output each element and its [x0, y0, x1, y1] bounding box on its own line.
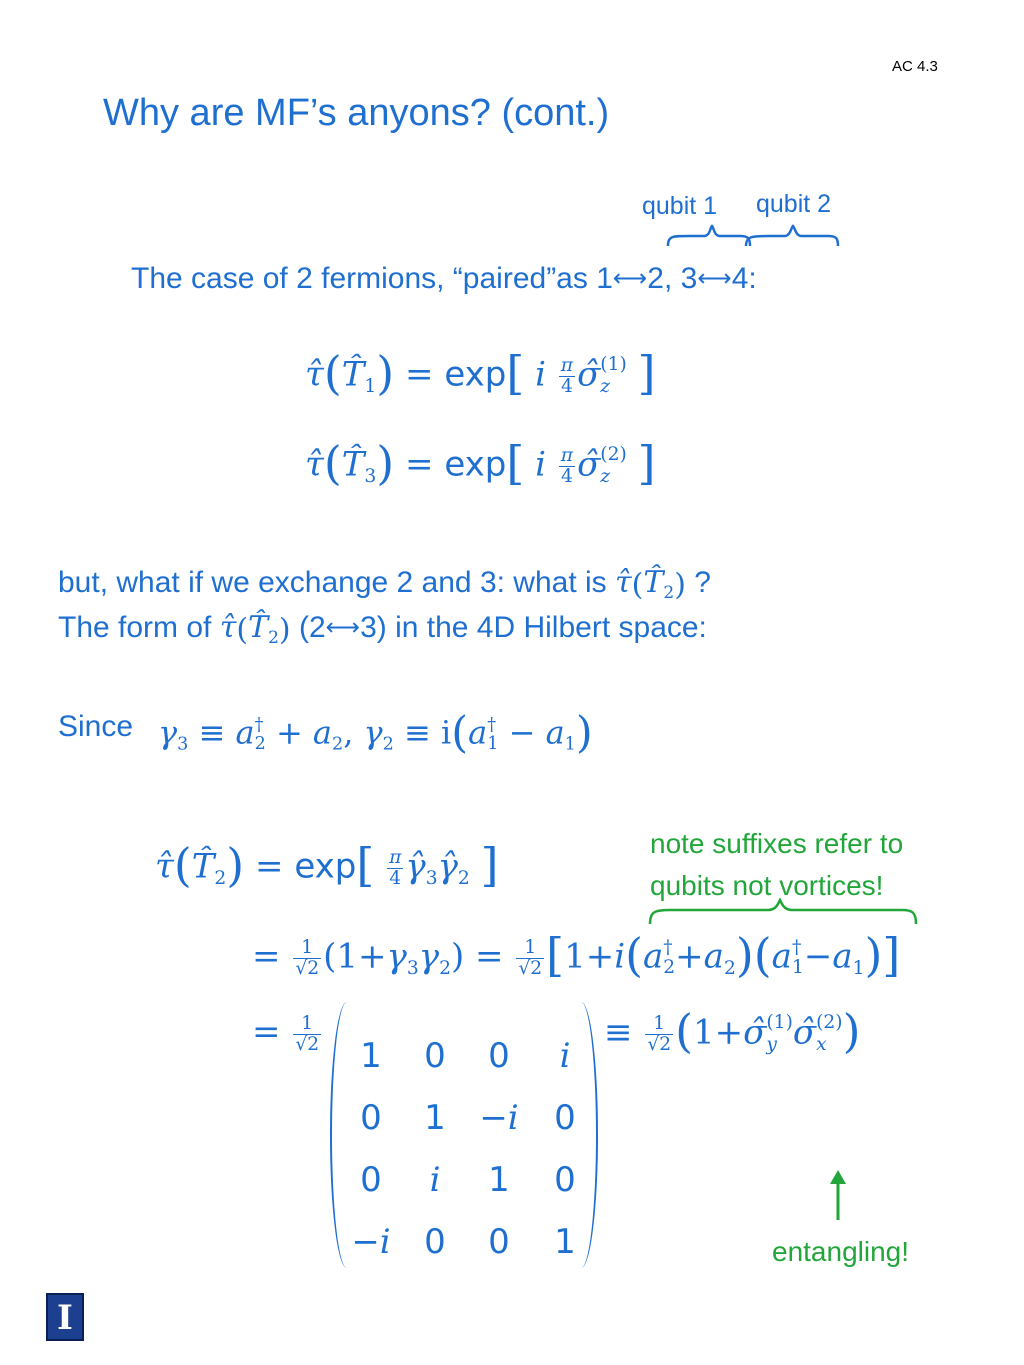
- equation-tau-T2-exp: $\taû(T̂_2) = \exp$[ $\frac{\pi}{4}$ $\gammâ_3\gammâ_2$ ]: [155, 838, 499, 892]
- question-line: but, what if we exchange 2 and 3: what is $\taû(T̂_2)$ ?: [58, 565, 711, 603]
- matrix-cell: 0: [360, 1160, 382, 1200]
- double-arrow-icon: ⟷: [612, 265, 648, 292]
- note-line-1: note suffixes refer to: [650, 828, 904, 859]
- university-logo: I: [46, 1293, 84, 1341]
- case-prefix: The case of 2 fermions, “paired”as 1: [131, 262, 613, 295]
- equation-sigma-product: ≡ $\frac{1}{√2}$ (1+σ̂ (1) y σ̂ (2) x ): [604, 1004, 861, 1058]
- entangling-label: entangling!: [772, 1236, 910, 1267]
- matrix-cell: 0: [424, 1036, 446, 1076]
- matrix-cell: 0: [424, 1222, 446, 1262]
- matrix-cell: −i: [351, 1222, 391, 1262]
- matrix-cell: −i: [479, 1098, 519, 1138]
- double-arrow-icon: ⟷: [325, 614, 361, 641]
- slide-label: AC 4.3: [892, 58, 938, 75]
- matrix-prefactor: = $\frac{1}{√2}$: [252, 1012, 320, 1055]
- matrix-cell: 1: [554, 1222, 576, 1262]
- up-arrow-icon: [826, 1168, 850, 1224]
- matrix-cell: 0: [360, 1098, 382, 1138]
- note-line-2: qubits not vortices!: [650, 870, 884, 901]
- matrix-cell: 0: [554, 1160, 576, 1200]
- matrix-cell: 0: [554, 1098, 576, 1138]
- case-end: 4:: [731, 262, 757, 295]
- equation-tau-T1: $\taû(T̂_1) = \exp$[ i $\frac{\pi}{4}$ σ̂ (1) z ]: [305, 346, 656, 400]
- qubit1-label: qubit 1: [642, 192, 718, 220]
- case-line: [131, 262, 757, 296]
- qubit2-label: qubit 2: [756, 190, 832, 218]
- exchange-matrix: [330, 1002, 598, 1268]
- matrix-cell: 0: [488, 1222, 510, 1262]
- equation-expansion: = $\frac{1}{√2}$ $(1+\gamma_3\gamma_2)$ = $\frac{1}{√2}$ [1+i(a † 2 $+a_2)(a$ † 1 $-a_1$)]: [252, 928, 901, 982]
- matrix-cell: 0: [488, 1036, 510, 1076]
- matrix-cell: i: [429, 1160, 441, 1200]
- slide-title: Why are MF’s anyons? (cont.): [103, 92, 610, 134]
- since-label: Since: [58, 710, 134, 743]
- form-line: The form of $\taû(T̂_2)$ (2⟷3) in the 4D Hilbert space:: [58, 610, 707, 648]
- case-mid: 2, 3: [647, 262, 698, 295]
- matrix-cell: 1: [488, 1160, 510, 1200]
- matrix-cell: i: [559, 1036, 571, 1076]
- double-arrow-icon: ⟷: [697, 265, 732, 292]
- note-brace: [640, 898, 930, 928]
- equation-gamma-definitions: $\gamma_3 \equiv a$ † 2 + $a_2$, $\gamma_2 \equiv i(a$ † 1 − $a_1$): [158, 708, 593, 758]
- matrix-cell: 1: [424, 1098, 446, 1138]
- equation-tau-T3: $\taû(T̂_3) = \exp$[ i $\frac{\pi}{4}$ σ̂ (2) z ]: [305, 436, 656, 490]
- qubit-braces: [660, 224, 850, 254]
- matrix-cell: 1: [360, 1036, 382, 1076]
